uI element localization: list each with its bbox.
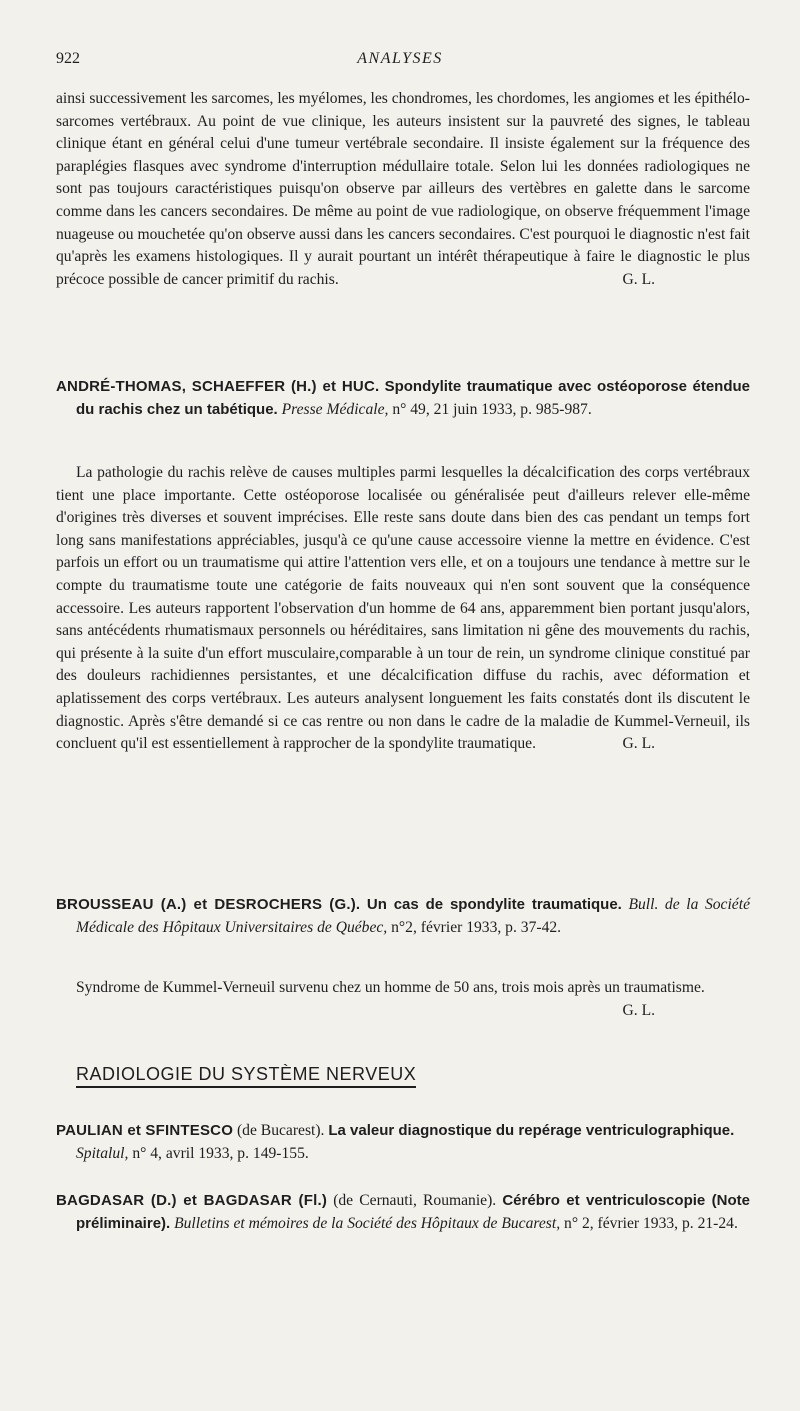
reference-details: n° 2, février 1933, p. 21-24. [564,1214,738,1232]
reference-title: Spondylite traumatique avec ostéoporose étendue du rachis chez un tabétique. [76,378,750,418]
section-heading: RADIOLOGIE DU SYSTÈME NERVEUX [76,1064,416,1088]
reference-bagdasar [56,1190,750,1235]
reference-andre-thomas [56,376,750,421]
abstract-text: Syndrome de Kummel-Verneuil survenu chez un homme de 50 ans, trois mois après un traumatisme. [76,979,705,996]
abstract-continued [56,88,750,291]
reference-paulian [56,1120,750,1165]
abstract-andre-thomas [56,462,750,756]
reference-authors: BAGDASAR (D.) et BAGDASAR (Fl.) [56,1192,328,1209]
running-title: ANALYSES [357,50,443,67]
reference-title: Un cas de spondylite traumatique. [366,896,622,913]
reference-details: n°2, février 1933, p. 37-42. [391,918,562,936]
reference-affiliation: (de Cernauti, Roumanie). [333,1192,497,1209]
abstract-brousseau [56,977,750,1022]
reference-details: n° 49, 21 juin 1933, p. 985-987. [392,400,592,418]
reference-title: Cérébro et ventriculoscopie (Note préliminaire). [76,1192,750,1232]
reference-details: n° 4, avril 1933, p. 149-155. [132,1144,309,1162]
reference-title: La valeur diagnostique du repérage ventriculographique. [328,1122,735,1139]
running-head [56,50,744,74]
reference-journal: Bull. de la Société Médicale des Hôpitaux Universitaires de Québec, [76,896,750,936]
reference-affiliation: (de Bucarest). [236,1122,325,1139]
signature: G. L. [622,270,655,288]
reference-brousseau [56,894,750,939]
reference-journal: Presse Médicale, [281,400,389,418]
page-number: 922 [56,50,80,67]
signature: G. L. [622,735,655,753]
abstract-text: La pathologie du rachis relève de causes multiples parmi lesquelles la décalcification des corps vertébraux tient une place importante. Cette ostéoporose localisée ou généralisée peut d'ailleurs relever elle-même d'origines très diverses et souvent imprécises. Elle reste sans doute dans bien des cas pendant un temps fort long sans manifestations appréciables, jusqu'à ce qu'une cause accessoire vienne la mettre en évidence. C'est parfois un effort ou un traumatisme qui attire l'attention vers elle, et on a toujours une tendance à mettre sur le compte du traumatisme toute une catégorie de faits nouveaux qui n'en sont souvent que la conséquence accessoire. Les auteurs rapportent l'observation d'un homme de 64 ans, apparemment bien portant jusqu'alors, sans antécédents rhumatismaux personnels ou héréditaires, sans limitation ni gêne des mouvements du rachis, qui présente à la suite d'un effort musculaire,comparable à un tour de rein, un syndrome clinique constitué par des douleurs rachidiennes persistantes, et une décalcification diffuse du rachis, avec déformation et aplatissement des corps vertébraux. Les auteurs analysent longuement les faits constatés dont ils discutent le diagnostic. Après s'être demandé si ce cas rentre ou non dans le cadre de la maladie de Kummel-Verneuil, ils concluent qu'il est essentiellement à rapprocher de la spondylite traumatique. [56,464,750,753]
abstract-text: ainsi successivement les sarcomes, les myélomes, les chondromes, les chordomes, les angiomes et les épithélo-sarcomes vertébraux. Au point de vue clinique, les auteurs insistent sur la pauvreté des signes, le tableau clinique étant en général celui d'une tumeur vertébrale secondaire. Il insiste également sur la fréquence des paraplégies flasques avec syndrome d'interruption médullaire totale. Selon lui les données radiologiques ne sont pas toujours caractéristiques puisqu'on observe par ailleurs des vertèbres en galette dans le sarcome comme dans les cancers secondaires. De même au point de vue radiologique, on observe fréquemment l'image nuageuse ou mouchetée qu'on observe aussi dans les cancers secondaires. C'est pourquoi le diagnostic n'est fait qu'après les examens histologiques. Il y aurait pourtant un intérêt thérapeutique à faire le diagnostic le plus précoce possible de cancer primitif du rachis. [56,90,750,288]
reference-journal: Spitalul, [76,1144,129,1162]
signature: G. L. [622,1001,655,1019]
reference-authors: PAULIAN et SFINTESCO [56,1122,234,1139]
reference-journal: Bulletins et mémoires de la Société des Hôpitaux de Bucarest, [174,1214,561,1232]
reference-authors: ANDRÉ-THOMAS, SCHAEFFER (H.) et HUC. [56,378,380,395]
reference-authors: BROUSSEAU (A.) et DESROCHERS (G.). [56,896,361,913]
section-heading-wrap [76,1064,770,1088]
